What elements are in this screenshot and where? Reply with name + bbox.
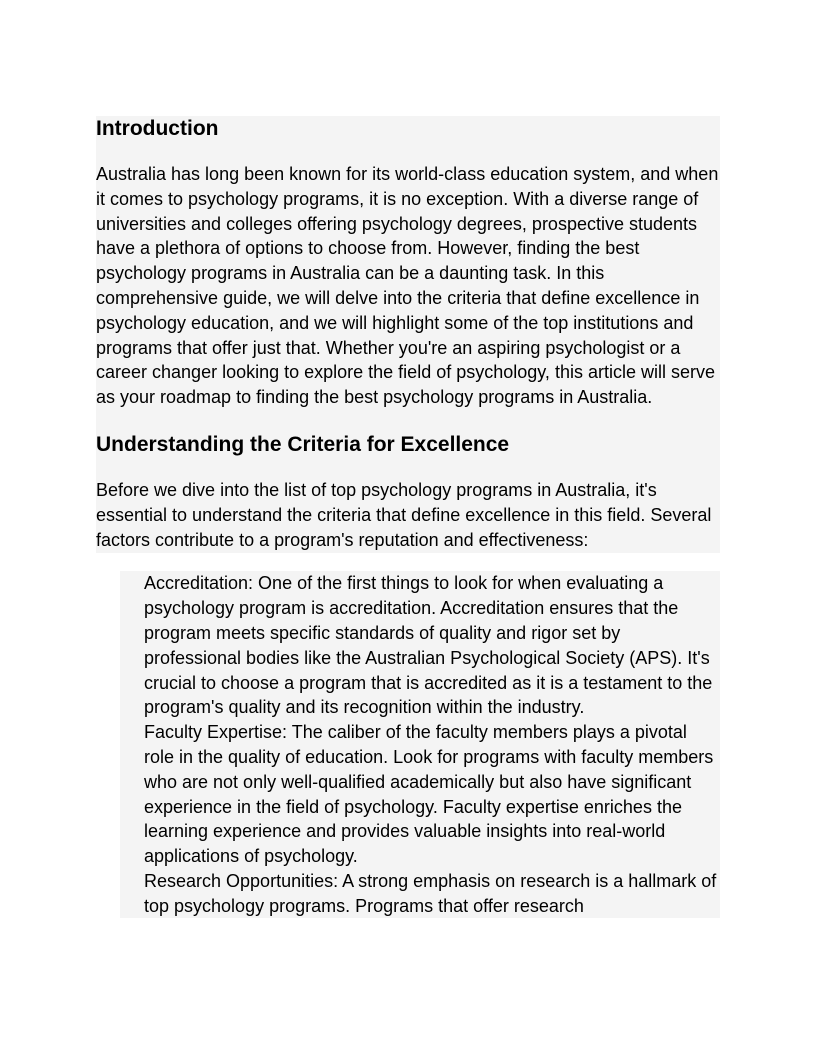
list-item-research-opportunities: Research Opportunities: A strong emphasis on research is a hallmark of top psychology programs. Programs that offer research	[144, 870, 717, 916]
list-item-faculty-expertise: Faculty Expertise: The caliber of the faculty members plays a pivotal role in the quality of education. Look for programs with faculty members who are not only well-qualified academically but also have significant experience in the field of psychology. Faculty expertise enriches the learning experience and provides valuable insights into real-world applications of psychology.	[144, 722, 714, 867]
document-page	[96, 116, 720, 918]
intro-paragraph: Australia has long been known for its world-class education system, and when it comes to psychology programs, it is no exception. With a diverse range of universities and colleges offering psychology degrees, prospective students have a plethora of options to choose from. However, finding the best psychology programs in Australia can be a daunting task. In this comprehensive guide, we will delve into the criteria that define excellence in psychology education, and we will highlight some of the top institutions and programs that offer just that. Whether you're an aspiring psychologist or a career changer looking to explore the field of psychology, this article will serve as your roadmap to finding the best psychology programs in Australia.	[96, 164, 719, 408]
intro-section	[96, 116, 720, 553]
criteria-paragraph: Before we dive into the list of top psychology programs in Australia, it's essential to understand the criteria that define excellence in this field. Several factors contribute to a program's reputation and effectiveness:	[96, 479, 712, 550]
criteria-heading: Understanding the Criteria for Excellence	[96, 432, 510, 456]
list-item-accreditation: Accreditation: One of the first things to look for when evaluating a psychology program is accreditation. Accreditation ensures that the program meets specific standards of quality and rigor set by professional bodies like the Australian Psychological Society (APS). It's crucial to choose a program that is accredited as it is a testament to the program's quality and its recognition within the industry.	[144, 573, 713, 718]
criteria-list	[120, 571, 720, 918]
intro-heading: Introduction	[96, 117, 219, 140]
